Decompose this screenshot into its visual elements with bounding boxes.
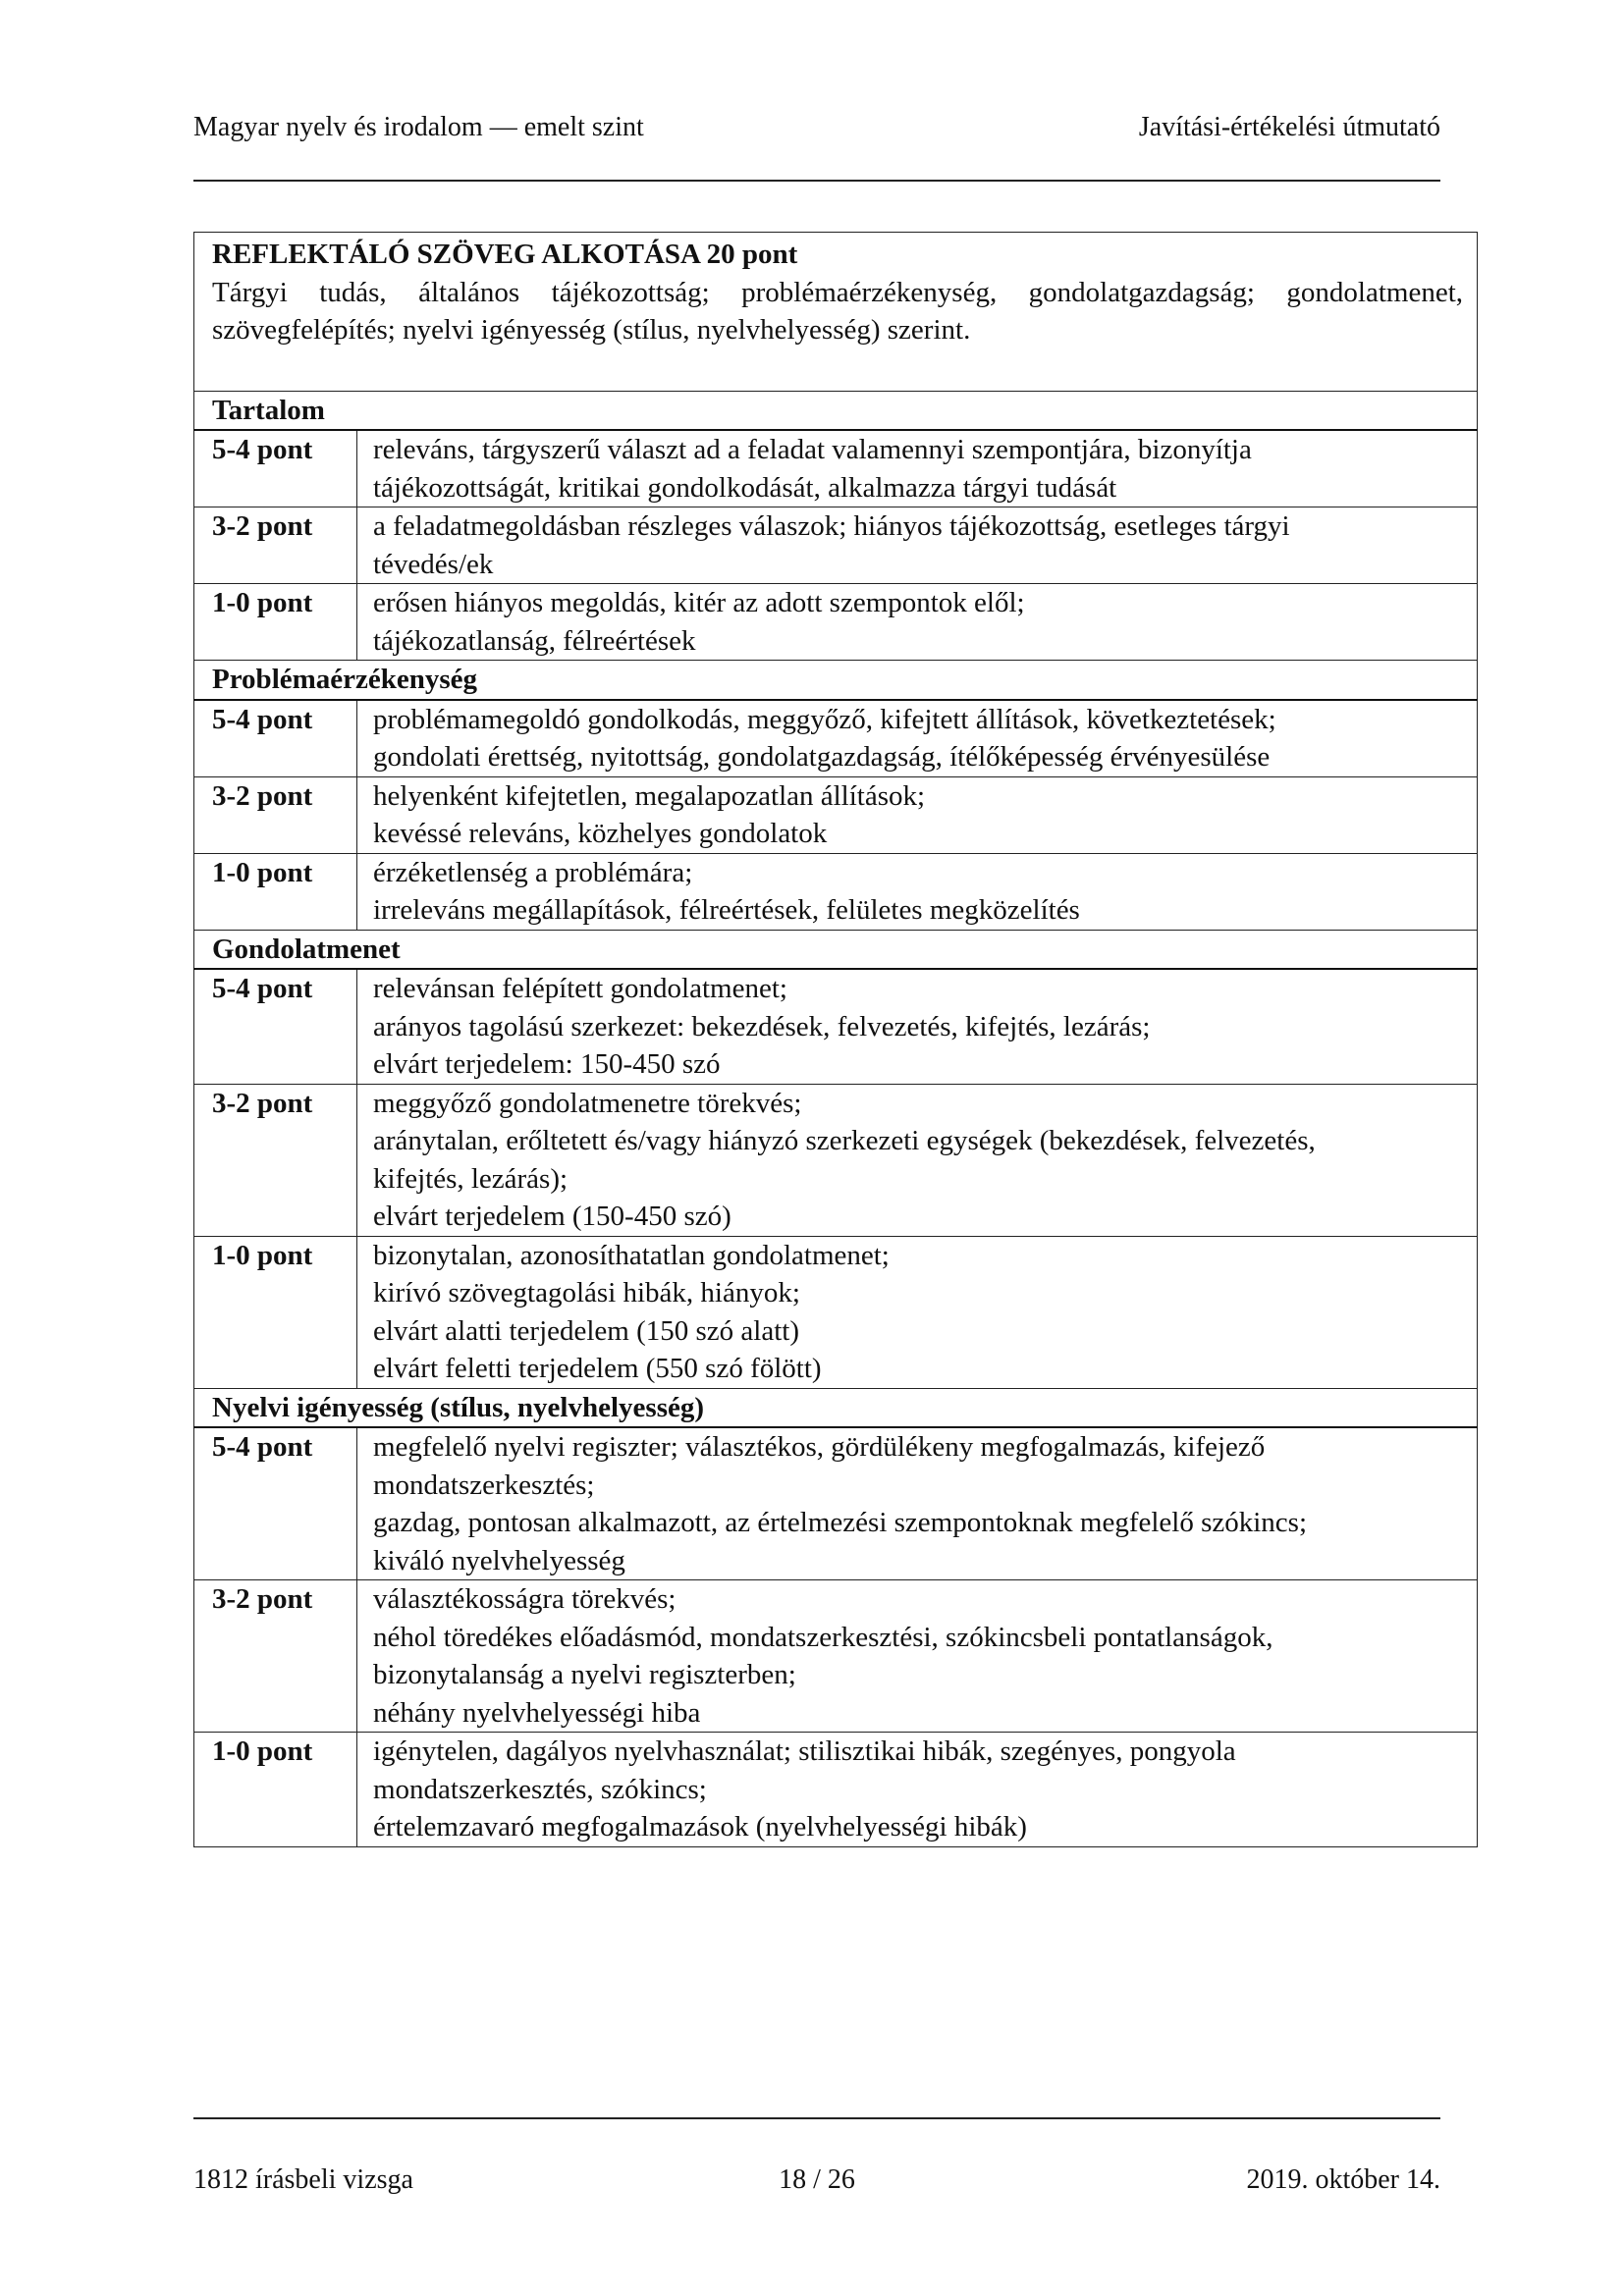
description-line: értelemzavaró megfogalmazások (nyelvhelyességi hibák) — [373, 1811, 1027, 1842]
description-line: arányos tagolású szerkezet: bekezdések, felvezetés, kifejtés, lezárás; — [373, 1010, 1151, 1042]
description-line: kiváló nyelvhelyesség — [373, 1544, 625, 1576]
score-description — [357, 507, 1478, 584]
score-row — [194, 1427, 1478, 1580]
score-description — [357, 1427, 1478, 1580]
score-row — [194, 430, 1478, 507]
description-line: elvárt feletti terjedelem (550 szó fölött) — [373, 1353, 822, 1384]
score-description — [357, 776, 1478, 853]
footer-exam-id: 1812 írásbeli vizsga — [193, 2164, 413, 2195]
description-line: kirívó szövegtagolási hibák, hiányok; — [373, 1277, 800, 1308]
page-number: 18 / 26 — [779, 2164, 855, 2195]
description-line: aránytalan, erőltetett és/vagy hiányzó szerkezeti egységek (bekezdések, felvezetés, — [373, 1125, 1316, 1156]
section-header-row — [194, 391, 1478, 430]
intro-cell — [194, 233, 1478, 392]
description-line: a feladatmegoldásban részleges válaszok; hiányos tájékozottság, esetleges tárgyi — [373, 510, 1290, 542]
footer-date: 2019. október 14. — [1246, 2164, 1440, 2195]
score-row — [194, 1580, 1478, 1733]
score-row — [194, 1733, 1478, 1847]
description-line: tévedés/ek — [373, 548, 494, 580]
score-description — [357, 853, 1478, 930]
score-band: 1-0 pont — [194, 853, 357, 930]
score-band: 3-2 pont — [194, 507, 357, 584]
rubric-criteria-text: Tárgyi tudás, általános tájékozottság; problémaérzékenység, gondolatgazdagság; gondolatmenet, szövegfelépítés; nyelvi igényesség (stílus, nyelvhelyesség) szerint. — [212, 276, 1463, 346]
intro-row — [194, 233, 1478, 392]
description-line: tájékozatlanság, félreértések — [373, 624, 696, 657]
section-header-row — [194, 1388, 1478, 1427]
section-header-row — [194, 661, 1478, 700]
score-band: 5-4 pont — [194, 969, 357, 1084]
description-line: problémamegoldó gondolkodás, meggyőző, kifejtett állítások, következtetések; — [373, 703, 1276, 735]
description-line: gondolati érettség, nyitottság, gondolatgazdagság, ítélőképesség érvényesülése — [373, 741, 1271, 773]
score-row — [194, 700, 1478, 777]
section-title: Tartalom — [194, 391, 1478, 430]
page-header — [193, 106, 1440, 145]
description-line: néhány nyelvhelyességi hiba — [373, 1696, 701, 1729]
description-line: tájékozottságát, kritikai gondolkodását, alkalmazza tárgyi tudását — [373, 471, 1117, 504]
score-band: 1-0 pont — [194, 584, 357, 661]
description-line: irreleváns megállapítások, félreértések, felületes megközelítés — [373, 894, 1080, 926]
score-band: 5-4 pont — [194, 700, 357, 777]
description-line: helyenként kifejtetlen, megalapozatlan állítások; — [373, 779, 926, 812]
description-line: néhol töredékes előadásmód, mondatszerkesztési, szókincsbeli pontatlanságok, — [373, 1621, 1273, 1653]
score-band: 3-2 pont — [194, 776, 357, 853]
description-line: relevánsan felépített gondolatmenet; — [373, 973, 787, 1004]
score-row — [194, 584, 1478, 661]
description-line: gazdag, pontosan alkalmazott, az értelmezési szempontoknak megfelelő szókincs; — [373, 1507, 1308, 1538]
score-row — [194, 776, 1478, 853]
score-row — [194, 1236, 1478, 1388]
score-description — [357, 584, 1478, 661]
score-description — [357, 1084, 1478, 1236]
description-line: érzéketlenség a problémára; — [373, 856, 693, 888]
description-line: választékosságra törekvés; — [373, 1583, 677, 1615]
rubric-title: REFLEKTÁLÓ SZÖVEG ALKOTÁSA 20 pont — [212, 239, 798, 270]
description-line: releváns, tárgyszerű választ ad a feladat valamennyi szempontjára, bizonyítja — [373, 434, 1252, 465]
description-line: bizonytalanság a nyelvi regiszterben; — [373, 1659, 796, 1690]
description-line: elvárt terjedelem: 150-450 szó — [373, 1048, 721, 1080]
score-row — [194, 853, 1478, 930]
description-line: bizonytalan, azonosíthatatlan gondolatmenet; — [373, 1239, 890, 1271]
header-doc-type: Javítási-értékelési útmutató — [1138, 112, 1440, 142]
page-footer — [193, 2164, 1440, 2204]
description-line: igénytelen, dagályos nyelvhasználat; stilisztikai hibák, szegényes, pongyola — [373, 1735, 1236, 1767]
score-band: 3-2 pont — [194, 1084, 357, 1236]
section-title: Gondolatmenet — [194, 930, 1478, 969]
score-description — [357, 700, 1478, 777]
footer-divider — [193, 2117, 1440, 2119]
section-title: Problémaérzékenység — [194, 661, 1478, 700]
score-row — [194, 507, 1478, 584]
description-line: erősen hiányos megoldás, kitér az adott szempontok elől; — [373, 587, 1025, 618]
description-line: kevéssé releváns, közhelyes gondolatok — [373, 818, 828, 849]
score-description — [357, 430, 1478, 507]
score-row — [194, 969, 1478, 1084]
score-band: 1-0 pont — [194, 1236, 357, 1388]
score-description — [357, 1733, 1478, 1847]
header-subject: Magyar nyelv és irodalom — emelt szint — [193, 112, 644, 142]
score-description — [357, 1236, 1478, 1388]
description-line: kifejtés, lezárás); — [373, 1162, 568, 1195]
description-line: mondatszerkesztés; — [373, 1468, 595, 1501]
description-line: mondatszerkesztés, szókincs; — [373, 1773, 707, 1805]
score-band: 5-4 pont — [194, 1427, 357, 1580]
score-description — [357, 1580, 1478, 1733]
description-line: meggyőző gondolatmenetre törekvés; — [373, 1087, 802, 1119]
section-title: Nyelvi igényesség (stílus, nyelvhelyesség) — [194, 1388, 1478, 1427]
score-band: 3-2 pont — [194, 1580, 357, 1733]
score-band: 1-0 pont — [194, 1733, 357, 1847]
section-header-row — [194, 930, 1478, 969]
score-row — [194, 1084, 1478, 1236]
score-band: 5-4 pont — [194, 430, 357, 507]
score-description — [357, 969, 1478, 1084]
description-line: elvárt terjedelem (150-450 szó) — [373, 1201, 731, 1232]
description-line: megfelelő nyelvi regiszter; választékos, gördülékeny megfogalmazás, kifejező — [373, 1431, 1266, 1463]
description-line: elvárt alatti terjedelem (150 szó alatt) — [373, 1314, 799, 1347]
header-divider — [193, 180, 1440, 182]
scoring-rubric-table — [193, 232, 1478, 1847]
